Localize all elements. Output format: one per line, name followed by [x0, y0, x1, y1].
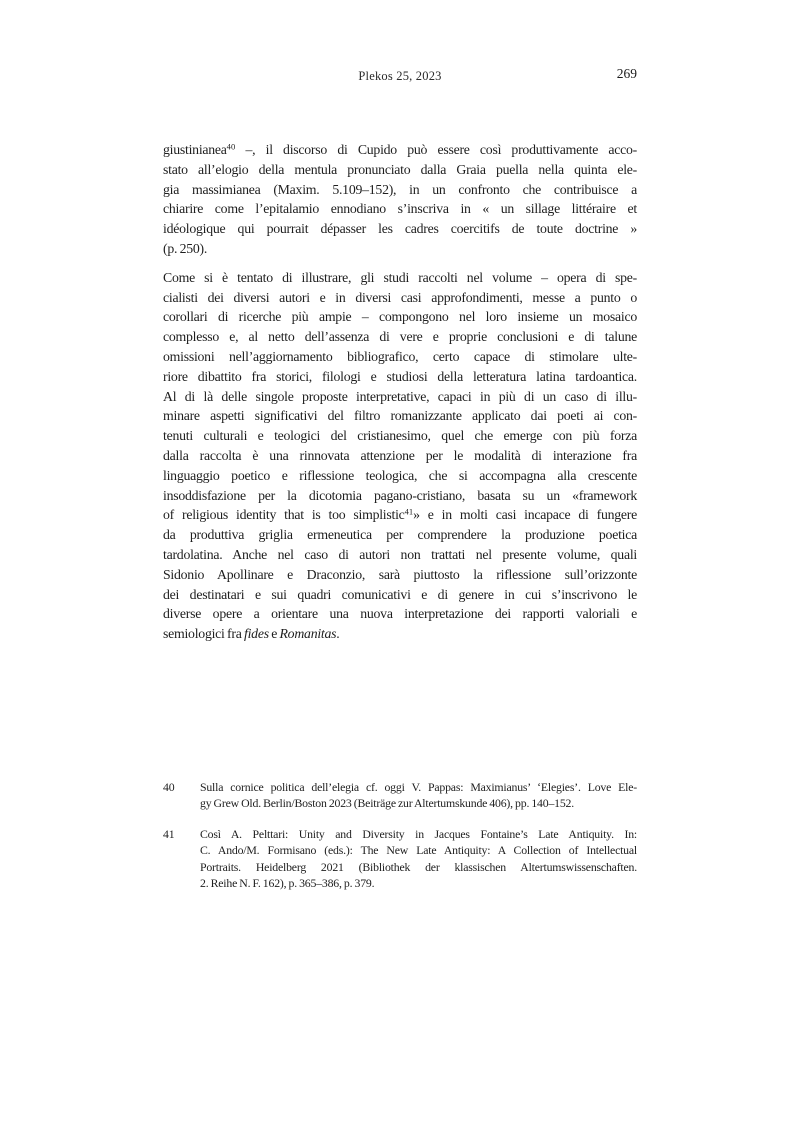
- text-line: [163, 565, 637, 585]
- text-line: [163, 545, 637, 565]
- text-segment: chiarire come l’epitalamio ennodiano s’inscriva in « un sillage littéraire et: [163, 201, 637, 217]
- text-line: [200, 795, 637, 811]
- text-line: [163, 327, 637, 347]
- text-line: [163, 219, 637, 239]
- text-segment: .: [336, 626, 340, 642]
- text-segment: C. Ando/M. Formisano (eds.): The New Late Antiquity: A Collection of Intellectual: [200, 843, 637, 858]
- text-line: [163, 406, 637, 426]
- text-segment: dei destinatari e sui quadri comunicativi e di genere in cui s’inscrivono le: [163, 586, 637, 602]
- text-segment: Sulla cornice politica dell’elegia cf. oggi V. Pappas: Maximianus’ ‘Elegies’. Love Ele-: [200, 780, 637, 794]
- text-line: [163, 288, 637, 308]
- text-segment: (p. 250).: [163, 240, 208, 256]
- italic-term: fides: [244, 626, 269, 642]
- text-line: [163, 239, 637, 259]
- text-line: [163, 199, 637, 219]
- text-segment: Così A. Pelttari: Unity and Diversity in Jacques Fontaine’s Late Antiquity. In:: [200, 826, 637, 841]
- text-segment: tardolatina. Anche nel caso di autori non trattati nel presente volume, quali: [163, 546, 637, 562]
- text-line: [163, 387, 637, 407]
- text-line: [163, 347, 637, 367]
- text-line: [163, 180, 637, 200]
- footnotes-section: [163, 779, 637, 891]
- footnote-number: 41: [163, 826, 175, 841]
- paragraph: [163, 268, 637, 644]
- text-segment: 2. Reihe N. F. 162), p. 365–386, p. 379.: [200, 876, 375, 891]
- text-segment: insoddisfazione per la dicotomia pagano-cristiano, basata su un «framework: [163, 487, 637, 503]
- text-line: [163, 624, 637, 644]
- text-segment: da produttiva griglia ermeneutica per comprendere la produzione poetica: [163, 527, 637, 543]
- text-segment: idéologique qui pourrait dépasser les cadres coercitifs de toute doctrine »: [163, 221, 637, 237]
- text-segment: corollari di ricerche più ampie – compongono nel loro insieme un mosaico: [163, 309, 637, 325]
- text-line: [163, 140, 637, 160]
- text-segment: diverse opere a orientare una nuova interpretazione dei rapporti valoriali e: [163, 606, 637, 622]
- text-segment: gy Grew Old. Berlin/Boston 2023 (Beiträge zur Altertumskunde 406), pp. 140–152.: [200, 796, 574, 811]
- text-line: [200, 875, 637, 891]
- text-line: [200, 859, 637, 875]
- text-segment: Come si è tentato di illustrare, gli studi raccolti nel volume – opera di spe-: [163, 269, 637, 285]
- text-line: [163, 367, 637, 387]
- text-line: [200, 826, 637, 842]
- text-line: [200, 779, 637, 795]
- journal-title: Plekos 25, 2023: [358, 69, 442, 83]
- text-line: [163, 307, 637, 327]
- footnote: [163, 779, 637, 812]
- text-line: [163, 604, 637, 624]
- footnote-text: [200, 779, 637, 812]
- text-segment: Sidonio Apollinare e Draconzio, sarà piuttosto la riflessione sull’orizzonte: [163, 566, 637, 582]
- footnote: [163, 826, 637, 892]
- text-line: [163, 268, 637, 288]
- text-segment: e: [268, 626, 280, 642]
- footnote-ref: 41: [404, 506, 414, 517]
- text-segment: omissioni nell’aggiornamento bibliografico, certo capace di stimolare ulte-: [163, 348, 637, 364]
- text-line: [163, 585, 637, 605]
- footnote-number: 40: [163, 780, 175, 794]
- text-segment: giustinianea: [163, 142, 227, 157]
- text-segment: semiologici fra: [163, 626, 244, 642]
- text-line: [163, 466, 637, 486]
- paragraph: [163, 140, 637, 259]
- text-segment: gia massimianea (Maxim. 5.109–152), in un confronto che contribuisce a: [163, 181, 637, 197]
- text-line: [163, 160, 637, 180]
- text-segment: tenuti culturali e teologici del cristianesimo, quel che emerge con più forza: [163, 428, 637, 444]
- text-line: [200, 842, 637, 858]
- text-segment: –, il discorso di Cupido può essere così produttivamente acco-: [235, 142, 637, 157]
- text-segment: minare aspetti significativi del filtro romanizzante applicato dai poeti ai con-: [163, 408, 637, 424]
- footnote-text: [200, 826, 637, 892]
- page-header: [163, 66, 637, 86]
- text-segment: Al di là delle singole proposte interpretative, capaci in più di un caso di illu-: [163, 388, 637, 404]
- text-segment: » e in molti casi incapace di fungere: [413, 507, 637, 523]
- page-number: 269: [616, 66, 637, 81]
- text-segment: Portraits. Heidelberg 2021 (Bibliothek der klassischen Altertumswissenschaften.: [200, 859, 637, 874]
- text-segment: cialisti dei diversi autori e in diversi casi approfondimenti, messe a punto o: [163, 289, 637, 305]
- text-segment: complesso e, al netto dell’assenza di vere e proprie conclusioni e di talune: [163, 329, 637, 345]
- text-segment: stato all’elogio della mentula pronunciato dalla Graia puella nella quinta ele-: [163, 161, 637, 177]
- text-line: [163, 486, 637, 506]
- text-line: [163, 426, 637, 446]
- text-segment: dalla raccolta è una rinnovata attenzione per le modalità di interazione fra: [163, 447, 637, 463]
- footnote-ref: 40: [226, 141, 236, 152]
- text-line: [163, 446, 637, 466]
- main-text: [163, 140, 637, 644]
- text-segment: linguaggio poetico e riflessione teologica, che si accompagna alla crescente: [163, 467, 637, 483]
- text-segment: of religious identity that is too simplistic: [163, 507, 405, 523]
- text-segment: riore dibattito fra storici, filologi e studiosi della letteratura latina tardoantica.: [163, 368, 637, 384]
- text-line: [163, 525, 637, 545]
- italic-term: Romanitas: [279, 626, 337, 642]
- text-line: [163, 505, 637, 525]
